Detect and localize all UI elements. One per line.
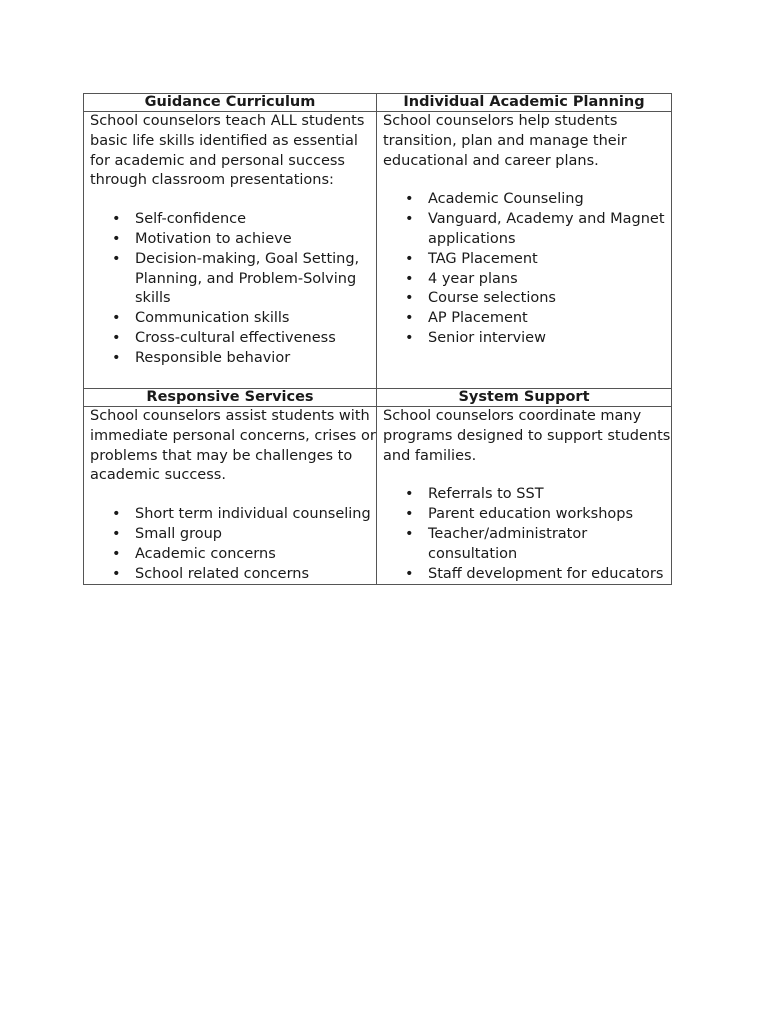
content-row-top bbox=[84, 112, 672, 389]
responsive-intro: School counselors assist students with immediate personal concerns, crises or problems that may be challenges to academic success. bbox=[90, 408, 376, 484]
list-item: • Teacher/administrator consultation bbox=[428, 525, 671, 565]
list-item: • 4 year plans bbox=[428, 270, 671, 290]
section-heading-responsive: Responsive Services bbox=[84, 389, 377, 407]
list-item: • Academic Counseling bbox=[428, 190, 671, 210]
section-heading-planning: Individual Academic Planning bbox=[377, 94, 672, 112]
list-item: • Staff development for educators bbox=[428, 565, 671, 585]
list-item: • Referrals to SST bbox=[428, 485, 671, 505]
planning-intro: School counselors help students transition, plan and manage their educational and career plans. bbox=[383, 113, 627, 169]
list-item: • School related concerns bbox=[135, 565, 376, 585]
list-item: • Short term individual counseling bbox=[135, 505, 376, 525]
guidance-list bbox=[90, 210, 376, 368]
section-heading-guidance: Guidance Curriculum bbox=[84, 94, 377, 112]
list-item: • Parent education workshops bbox=[428, 505, 671, 525]
list-item: • Academic concerns bbox=[135, 545, 376, 565]
list-item: • Vanguard, Academy and Magnet applications bbox=[428, 210, 671, 250]
list-item: • TAG Placement bbox=[428, 250, 671, 270]
list-item: • Course selections bbox=[428, 289, 671, 309]
cell-planning bbox=[377, 112, 672, 389]
guidance-intro: School counselors teach ALL students basic life skills identified as essential for academic and personal success through classroom presentations: bbox=[90, 113, 365, 189]
counseling-program-table bbox=[83, 93, 672, 585]
list-item: • Senior interview bbox=[428, 329, 671, 349]
list-item: • Self-confidence bbox=[135, 210, 376, 230]
list-item: • Small group bbox=[135, 525, 376, 545]
list-item: • Motivation to achieve bbox=[135, 230, 376, 250]
cell-support bbox=[377, 407, 672, 585]
support-list bbox=[383, 485, 671, 584]
cell-responsive bbox=[84, 407, 377, 585]
cell-guidance bbox=[84, 112, 377, 389]
list-item: • AP Placement bbox=[428, 309, 671, 329]
list-item: • Communication skills bbox=[135, 309, 376, 329]
list-item: • Responsible behavior bbox=[135, 349, 376, 369]
responsive-list bbox=[90, 505, 376, 584]
support-intro: School counselors coordinate many programs designed to support students and families. bbox=[383, 408, 671, 464]
list-item: • Decision-making, Goal Setting, Planning, and Problem-Solving skills bbox=[135, 250, 376, 309]
section-heading-support: System Support bbox=[377, 389, 672, 407]
list-item: • Cross-cultural effectiveness bbox=[135, 329, 376, 349]
header-row-bottom bbox=[84, 389, 672, 407]
header-row-top bbox=[84, 94, 672, 112]
content-row-bottom bbox=[84, 407, 672, 585]
planning-list bbox=[383, 190, 671, 348]
